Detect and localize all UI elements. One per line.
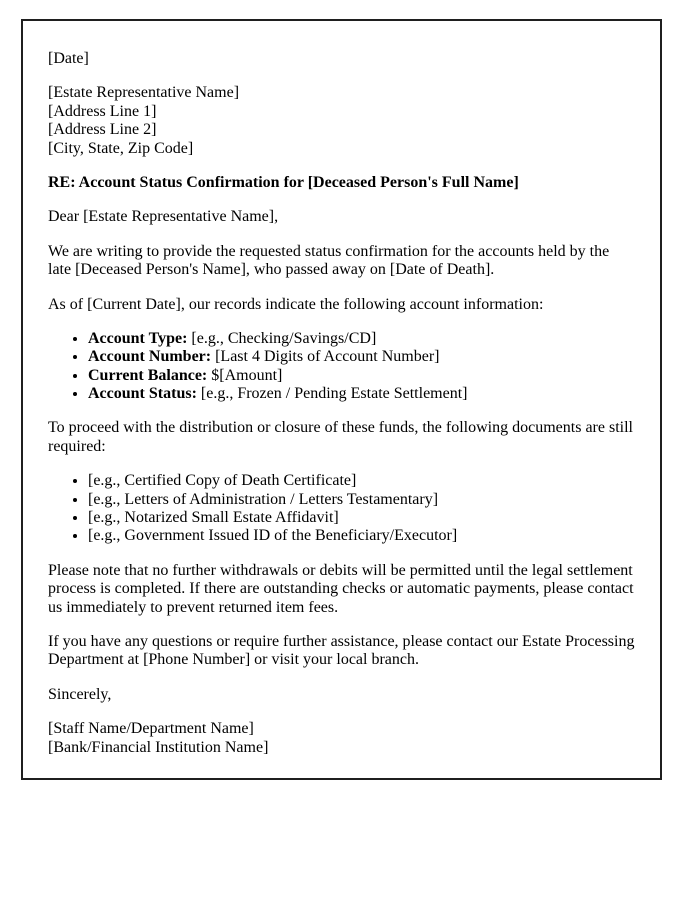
notice-paragraph: Please note that no further withdrawals or debits will be permitted until the legal settlement process is completed. If there are outstanding checks or automatic payments, please contact us immediately to prevent returned item fees. — [48, 561, 634, 616]
account-detail-item — [88, 385, 635, 403]
detail-value: [e.g., Frozen / Pending Estate Settlement] — [200, 385, 468, 403]
recipient-address-line-1: [Address Line 1] — [48, 102, 157, 120]
detail-value: $[Amount] — [211, 366, 283, 384]
intro-paragraph: We are writing to provide the requested status confirmation for the accounts held by the late [Deceased Person's Name], who passed away on [Date of Death]. — [48, 242, 610, 279]
required-documents-list — [48, 472, 635, 546]
contact-paragraph: If you have any questions or require further assistance, please contact our Estate Processing Department at [Phone Number] or visit your local branch. — [48, 632, 635, 669]
signature-block — [48, 720, 635, 757]
closing: Sincerely, — [48, 685, 112, 703]
recipient-address — [48, 84, 635, 158]
required-document-item: • [e.g., Notarized Small Estate Affidavit] — [88, 509, 635, 527]
subject-line: RE: Account Status Confirmation for [Deceased Person's Full Name] — [48, 173, 519, 191]
detail-label: Account Number: — [88, 348, 212, 366]
detail-label: Account Type: — [88, 329, 188, 347]
account-detail-item — [88, 367, 635, 385]
letter-sheet — [21, 19, 662, 780]
signature-staff-line: [Staff Name/Department Name] — [48, 720, 254, 738]
recipient-address-line-2: [Address Line 2] — [48, 121, 157, 139]
salutation: Dear [Estate Representative Name], — [48, 208, 279, 226]
recipient-city-state-zip: [City, State, Zip Code] — [48, 139, 194, 157]
account-detail-item — [88, 348, 635, 366]
account-detail-item — [88, 330, 635, 348]
date-line: [Date] — [48, 50, 89, 67]
recipient-name-line: [Estate Representative Name] — [48, 84, 240, 102]
signature-bank-line: [Bank/Financial Institution Name] — [48, 738, 269, 756]
account-details-list — [48, 330, 635, 404]
records-intro: As of [Current Date], our records indicate the following account information: — [48, 295, 544, 313]
required-document-item: • [e.g., Letters of Administration / Letters Testamentary] — [88, 491, 635, 509]
detail-value: [e.g., Checking/Savings/CD] — [191, 329, 377, 347]
required-document-item: • [e.g., Government Issued ID of the Beneficiary/Executor] — [88, 527, 635, 545]
required-document-item: • [e.g., Certified Copy of Death Certificate] — [88, 472, 635, 490]
documents-intro: To proceed with the distribution or closure of these funds, the following documents are still required: — [48, 419, 633, 455]
detail-value: [Last 4 Digits of Account Number] — [215, 348, 440, 366]
detail-label: Account Status: — [88, 385, 197, 403]
detail-label: Current Balance: — [88, 366, 208, 384]
